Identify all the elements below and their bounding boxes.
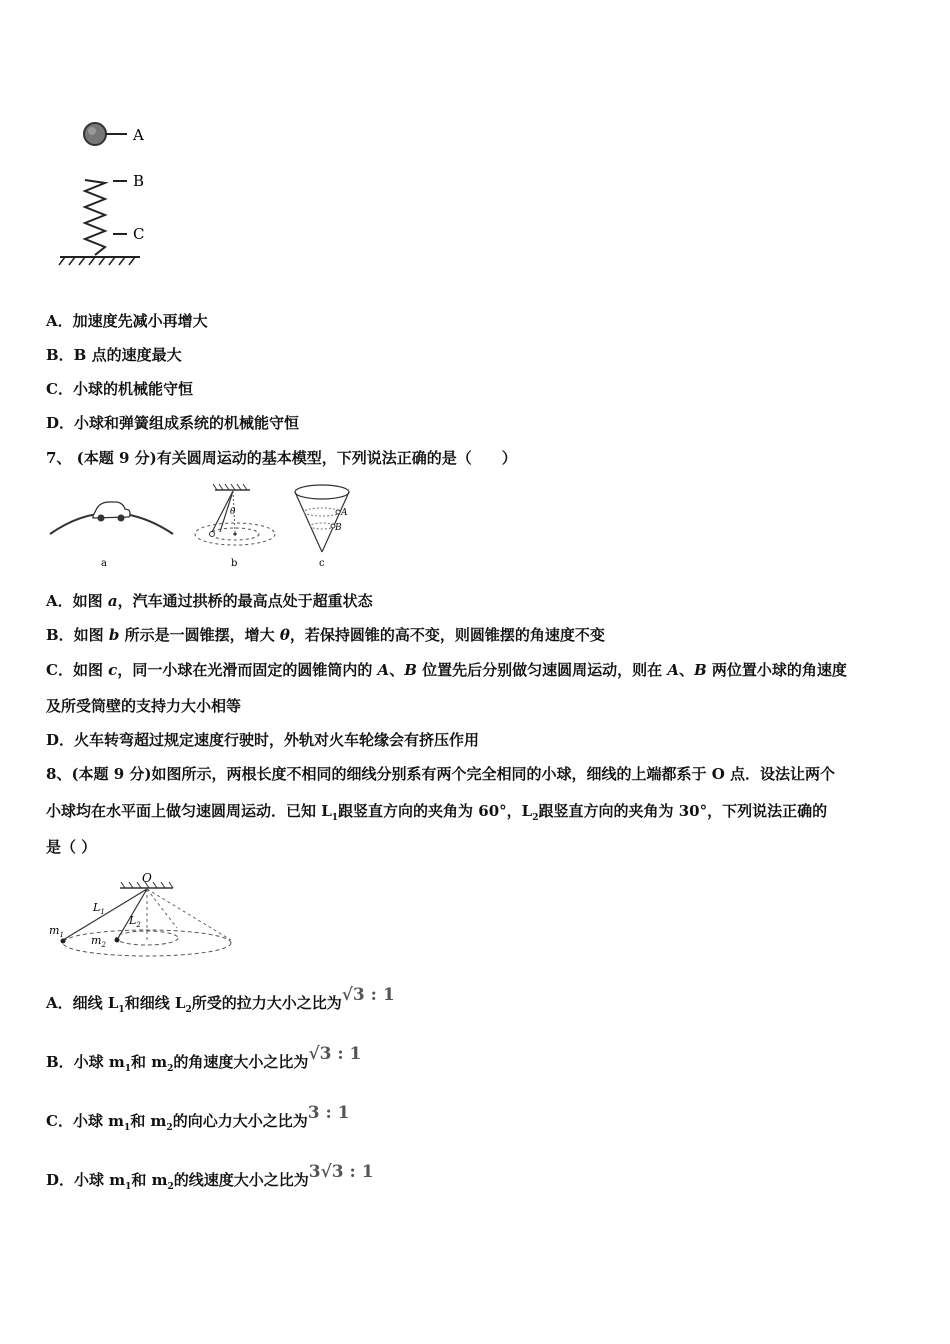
q7-option-c: C．如图 c，同一小球在光滑而固定的圆锥筒内的 A、B 位置先后分别做匀速圆周运动，则在 A、B 两位置小球的角速度 (46, 661, 847, 679)
ratio-math-c: 3 : 1 (307, 1103, 350, 1123)
ratio-math-d: 3√3 : 1 (308, 1162, 374, 1182)
cone-label-a: A (341, 508, 348, 518)
q8-stem-line2: 小球均在水平面上做匀速圆周运动．已知 $L_1$跟竖直方向的夹角为 60°，$L_2$跟竖直方向的夹角为 30°，下列说法正确的 (46, 802, 828, 823)
q6-option-a: A．加速度先减小再增大 (46, 312, 208, 330)
fig-label-c: c (319, 558, 325, 569)
q8-option-d: D．小球 $m_1$和 $m_2$的线速度大小之比为3√3 : 1 (46, 1162, 374, 1192)
q8-option-b: B．小球 $m_1$和 $m_2$的角速度大小之比为√3 : 1 (46, 1044, 362, 1074)
fig-label-b: b (231, 558, 238, 569)
q8-stem-line1: 8、(本题 9 分)如图所示，两根长度不相同的细线分别系有两个完全相同的小球，细线的上端都系于 O 点．设法让两个 (46, 765, 836, 783)
q8-figure (45, 868, 240, 963)
l2-label: $L_2$ (129, 914, 141, 929)
q7-option-a: A．如图 a，汽车通过拱桥的最高点处于超重状态 (46, 592, 373, 610)
q6-option-d: D．小球和弹簧组成系统的机械能守恒 (46, 414, 300, 432)
ball-icon (84, 123, 106, 145)
spring-figure (55, 115, 165, 270)
l1-label: $L_1$ (93, 901, 105, 916)
m2-label: $m_2$ (91, 934, 106, 949)
q7-option-d: D．火车转弯超过规定速度行驶时，外轨对火车轮缘会有挤压作用 (46, 731, 480, 749)
q6-option-b: B．B 点的速度最大 (46, 346, 182, 364)
q7-option-b: B．如图 b 所示是一圆锥摆，增大 θ，若保持圆锥的高不变，则圆锥摆的角速度不变 (46, 626, 605, 644)
fig-label-a: a (101, 558, 107, 569)
label-c: C (133, 225, 145, 243)
q7-option-c-line2: 及所受筒壁的支持力大小相等 (46, 697, 242, 715)
label-b: B (133, 172, 145, 190)
q7-stem: 7、 (本题 9 分)有关圆周运动的基本模型，下列说法正确的是（ ） (46, 449, 517, 467)
q8-option-c: C．小球 $m_1$和 $m_2$的向心力大小之比为3 : 1 (46, 1103, 350, 1133)
q8-option-a: A．细线 $L_1$和细线 $L_2$所受的拉力大小之比为√3 : 1 (46, 985, 395, 1015)
label-a: A (133, 126, 144, 144)
q6-option-c: C．小球的机械能守恒 (46, 380, 193, 398)
spring-icon (85, 180, 105, 255)
car-icon (93, 502, 130, 522)
q7-figure (45, 482, 365, 574)
ratio-math-a: √3 : 1 (341, 985, 395, 1005)
ratio-math-b: √3 : 1 (308, 1044, 362, 1064)
m1-label: $m_1$ (49, 924, 64, 939)
point-o-label: O (142, 871, 152, 885)
cone-label-b: B (335, 523, 342, 533)
q8-stem-line3: 是（ ） (46, 838, 97, 856)
theta-label: θ (230, 507, 236, 517)
